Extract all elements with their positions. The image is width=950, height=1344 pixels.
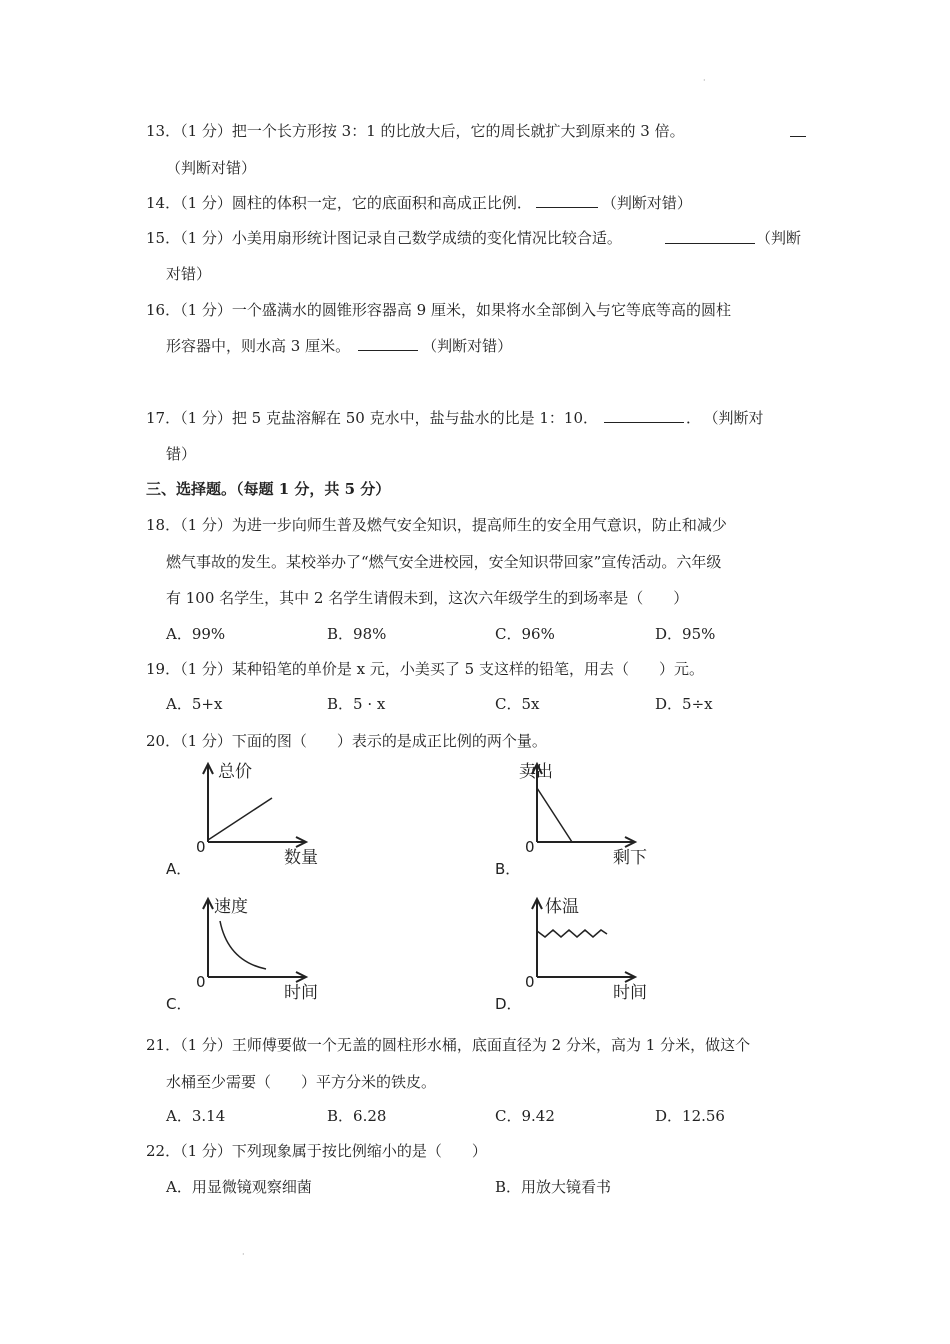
question-18-line-2: 燃气事故的发生。某校举办了“燃气安全进校园，安全知识带回家”宣传活动。六年级 bbox=[166, 553, 722, 571]
y-axis bbox=[532, 899, 542, 977]
graph-c-svg bbox=[160, 893, 340, 1013]
option-c[interactable]: C．96% bbox=[495, 625, 555, 643]
question-number: 19． bbox=[146, 660, 181, 678]
answer-blank-15[interactable] bbox=[665, 229, 755, 244]
question-score: （1 分） bbox=[180, 1036, 232, 1054]
option-b[interactable]: B．5 · x bbox=[327, 695, 386, 713]
y-axis-label: 速度 bbox=[214, 897, 248, 917]
question-dot: ． bbox=[686, 409, 702, 427]
option-b[interactable]: B．98% bbox=[327, 625, 387, 643]
question-text: 下列现象属于按比例缩小的是（ ） bbox=[231, 1142, 487, 1160]
graph-a-svg bbox=[160, 758, 340, 878]
y-axis-label: 总价 bbox=[218, 762, 252, 782]
option-b[interactable]: B．用放大镜看书 bbox=[495, 1178, 612, 1196]
question-text: 小美用扇形统计图记录自己数学成绩的变化情况比较合适。 bbox=[231, 229, 622, 247]
question-score: （1 分） bbox=[180, 732, 232, 750]
question-21 bbox=[146, 1034, 750, 1055]
option-a[interactable]: A．3.14 bbox=[166, 1107, 226, 1125]
data-line bbox=[208, 798, 272, 840]
question-text: 下面的图（ ）表示的是成正比例的两个量。 bbox=[231, 732, 547, 750]
question-score: （1 分） bbox=[180, 1142, 232, 1160]
graph-d-svg bbox=[489, 893, 669, 1013]
question-number: 16． bbox=[146, 301, 181, 319]
question-number: 17． bbox=[146, 409, 181, 427]
section-heading: 三、选择题。（每题 1 分，共 5 分） bbox=[146, 480, 391, 498]
option-c[interactable]: C．5x bbox=[495, 695, 540, 713]
origin-label: 0 bbox=[525, 838, 535, 856]
x-axis bbox=[208, 837, 306, 847]
question-number: 13． bbox=[146, 122, 181, 140]
question-17-tail-2: 错） bbox=[166, 445, 197, 463]
scan-dot-top: · bbox=[703, 76, 706, 85]
x-axis bbox=[537, 972, 635, 982]
scan-dot-bottom: · bbox=[242, 1250, 245, 1259]
question-score: （1 分） bbox=[180, 660, 232, 678]
x-axis-label: 时间 bbox=[284, 983, 318, 1003]
question-tail: （判断对错） bbox=[601, 194, 692, 212]
option-d[interactable]: D．12.56 bbox=[655, 1107, 725, 1125]
question-20 bbox=[146, 730, 547, 751]
x-axis-label: 剩下 bbox=[613, 848, 647, 868]
question-16-line-2 bbox=[166, 335, 512, 356]
y-axis-label: 卖出 bbox=[519, 762, 553, 782]
graph-d[interactable] bbox=[489, 893, 669, 1013]
y-axis bbox=[203, 764, 213, 842]
question-15-tail-2: 对错） bbox=[166, 265, 212, 283]
option-d[interactable]: D．5÷x bbox=[655, 695, 713, 713]
answer-blank-17[interactable] bbox=[604, 408, 684, 423]
option-a[interactable]: A．用显微镜观察细菌 bbox=[166, 1178, 312, 1196]
question-number: 15． bbox=[146, 229, 181, 247]
question-13-tail: （判断对错） bbox=[166, 159, 257, 177]
option-a[interactable]: A．5+x bbox=[166, 695, 223, 713]
y-axis bbox=[203, 899, 213, 977]
question-number: 21． bbox=[146, 1036, 181, 1054]
question-22 bbox=[146, 1140, 487, 1161]
option-letter: C． bbox=[166, 995, 192, 1013]
question-text: 把 5 克盐溶解在 50 克水中，盐与盐水的比是 1：10． bbox=[231, 409, 599, 427]
question-17 bbox=[146, 407, 764, 428]
question-number: 22． bbox=[146, 1142, 181, 1160]
question-score: （1 分） bbox=[180, 229, 232, 247]
option-a[interactable]: A．99% bbox=[166, 625, 226, 643]
x-axis bbox=[208, 972, 306, 982]
question-14 bbox=[146, 192, 692, 213]
origin-label: 0 bbox=[525, 973, 535, 991]
question-tail: （判断对 bbox=[711, 409, 764, 427]
answer-blank-13[interactable] bbox=[790, 122, 806, 137]
question-21-line-2: 水桶至少需要（ ）平方分米的铁皮。 bbox=[166, 1073, 437, 1091]
question-16 bbox=[146, 299, 731, 320]
question-15 bbox=[146, 227, 622, 248]
x-axis bbox=[537, 837, 635, 847]
question-19 bbox=[146, 658, 704, 679]
question-text: 圆柱的体积一定，它的底面积和高成正比例． bbox=[231, 194, 532, 212]
question-text: 王师傅要做一个无盖的圆柱形水桶，底面直径为 2 分米，高为 1 分米，做这个 bbox=[231, 1036, 751, 1054]
question-score: （1 分） bbox=[180, 516, 232, 534]
graph-c[interactable] bbox=[160, 893, 340, 1013]
option-letter: D． bbox=[495, 995, 522, 1013]
question-score: （1 分） bbox=[180, 409, 232, 427]
option-letter: A． bbox=[166, 860, 192, 878]
question-13 bbox=[146, 120, 685, 141]
data-zigzag bbox=[537, 930, 607, 937]
question-score: （1 分） bbox=[180, 122, 232, 140]
option-d[interactable]: D．95% bbox=[655, 625, 716, 643]
origin-label: 0 bbox=[196, 973, 206, 991]
question-15-tail-1: （判断 bbox=[756, 229, 802, 247]
option-c[interactable]: C．9.42 bbox=[495, 1107, 555, 1125]
graph-a[interactable] bbox=[160, 758, 340, 878]
graph-b[interactable] bbox=[489, 758, 669, 878]
question-text: 为进一步向师生普及燃气安全知识，提高师生的安全用气意识，防止和减少 bbox=[231, 516, 727, 534]
question-number: 20． bbox=[146, 732, 181, 750]
question-tail: （判断对错） bbox=[422, 337, 513, 355]
origin-label: 0 bbox=[196, 838, 206, 856]
question-text: 一个盛满水的圆锥形容器高 9 厘米，如果将水全部倒入与它等底等高的圆柱 bbox=[231, 301, 731, 319]
answer-blank-16[interactable] bbox=[358, 336, 418, 351]
y-axis-label: 体温 bbox=[545, 897, 579, 917]
x-axis-label: 数量 bbox=[284, 848, 318, 868]
question-number: 18． bbox=[146, 516, 181, 534]
option-letter: B． bbox=[495, 860, 521, 878]
option-b[interactable]: B．6.28 bbox=[327, 1107, 387, 1125]
question-score: （1 分） bbox=[180, 194, 232, 212]
question-score: （1 分） bbox=[180, 301, 232, 319]
answer-blank-14[interactable] bbox=[536, 193, 598, 208]
data-curve bbox=[220, 921, 266, 969]
graph-b-svg bbox=[489, 758, 669, 878]
question-18-line-3: 有 100 名学生，其中 2 名学生请假未到，这次六年级学生的到场率是（ ） bbox=[166, 589, 689, 607]
question-text: 把一个长方形按 3：1 的比放大后，它的周长就扩大到原来的 3 倍。 bbox=[231, 122, 685, 140]
question-number: 14． bbox=[146, 194, 181, 212]
question-text: 形容器中，则水高 3 厘米。 bbox=[166, 337, 351, 355]
question-text: 某种铅笔的单价是 x 元，小美买了 5 支这样的铅笔，用去（ ）元。 bbox=[231, 660, 704, 678]
data-line bbox=[537, 788, 572, 842]
x-axis-label: 时间 bbox=[613, 983, 647, 1003]
question-18 bbox=[146, 514, 727, 535]
